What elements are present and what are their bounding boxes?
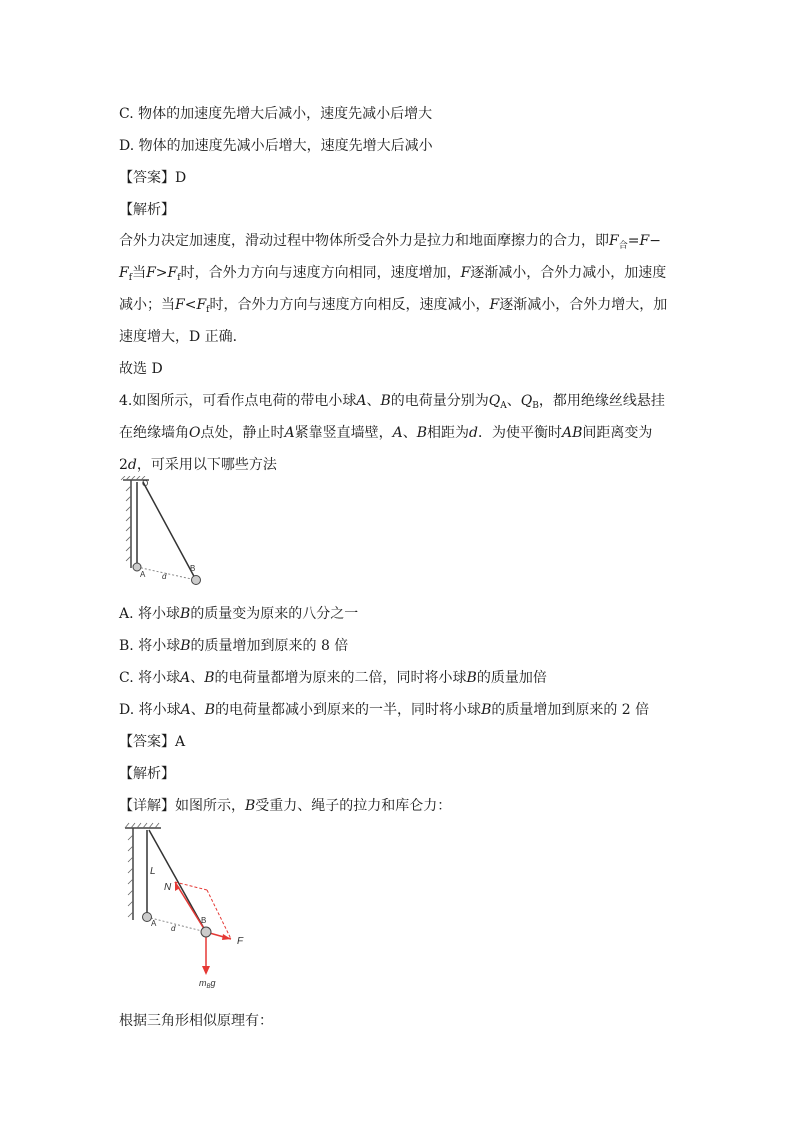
q4-line-1: 4.如图所示，可看作点电荷的带电小球A、B的电荷量分别为$Q_A$、$Q_B$，都用绝缘丝线悬挂 <box>119 393 665 411</box>
q4-line-3: 2d，可采用以下哪些方法 <box>119 457 277 473</box>
q4-option-a: A. 将小球B的质量变为原来的八分之一 <box>119 606 359 622</box>
analysis-line-1: 合外力决定加速度，滑动过程中物体所受合外力是拉力和地面摩擦力的合力，即$F_合=F-$ <box>119 233 661 251</box>
answer-3: 【答案】D <box>119 170 187 186</box>
answer-4: 【答案】A <box>119 734 186 750</box>
q4-line-2: 在绝缘墙角O点处，静止时A紧靠竖直墙壁，A、B相距为d．为使平衡时AB间距离变为 <box>119 425 653 441</box>
final-line: 根据三角形相似原理有： <box>119 1013 273 1029</box>
analysis-title-4: 【解析】 <box>119 766 175 782</box>
fig1-label-a: A <box>140 570 146 579</box>
fig2-label-a: A <box>151 919 157 928</box>
fig2-label-n: N <box>164 882 172 893</box>
option-c-text: C. 物体的加速度先增大后减小，速度先减小后增大 <box>119 106 433 122</box>
conclusion-3: 故选 D <box>119 361 163 377</box>
q4-option-b: B. 将小球B的质量增加到原来的 8 倍 <box>119 638 349 654</box>
option-d-text: D. 物体的加速度先减小后增大，速度先增大后减小 <box>119 138 433 154</box>
fig1-label-o: O <box>142 479 149 488</box>
fig2-label-d: d <box>171 924 176 933</box>
fig2-label-b: B <box>201 916 207 925</box>
analysis-line-2: $F_f$当$F>F_f$时，合外力方向与速度方向相同，速度增加，F逐渐减小，合外力减小，加速度 <box>119 265 667 283</box>
figure-pendulum <box>119 476 214 586</box>
fig1-label-b: B <box>190 564 196 573</box>
fig2-label-l: L <box>150 866 156 877</box>
fig2-label-mg: $m_Bg$ <box>199 978 216 990</box>
fig1-label-d: d <box>162 572 167 581</box>
fig2-label-f: F <box>237 936 244 947</box>
q4-option-c: C. 将小球A、B的电荷量都增为原来的二倍，同时将小球B的质量加倍 <box>119 670 547 686</box>
analysis-line-3: 减小；当$F<F_f$时，合外力方向与速度方向相反，速度减小，F逐渐减小，合外力增大，加 <box>119 297 668 315</box>
q4-option-d: D. 将小球A、B的电荷量都减小到原来的一半，同时将小球B的质量增加到原来的 2 倍 <box>119 702 650 718</box>
figure-force-diagram <box>119 820 254 990</box>
detail-4: 【详解】如图所示，B受重力、绳子的拉力和库仑力： <box>119 798 452 814</box>
analysis-title-3: 【解析】 <box>119 202 175 218</box>
analysis-line-4: 速度增大，D 正确． <box>119 329 247 345</box>
